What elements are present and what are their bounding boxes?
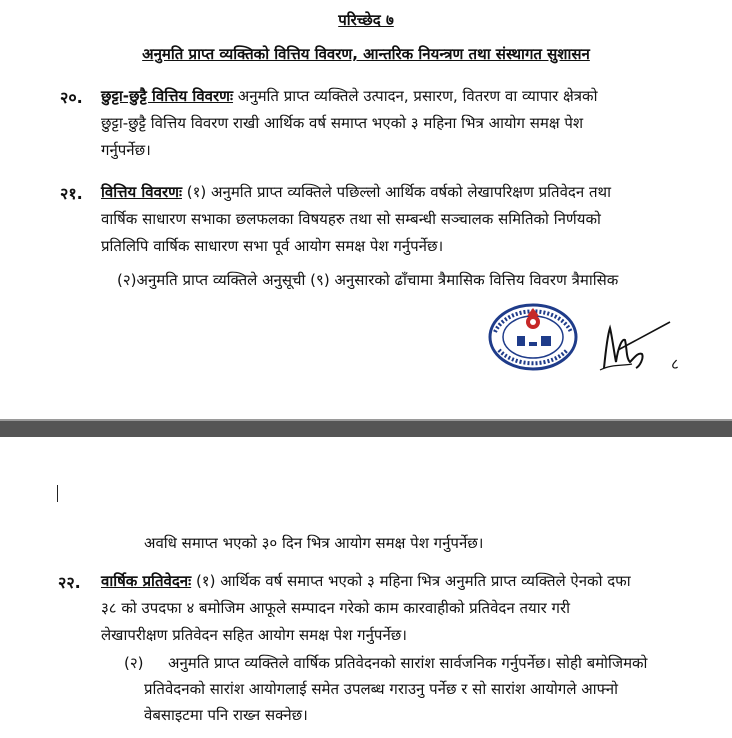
section-20-number: २०. (60, 88, 83, 107)
page-number: ८ (671, 355, 679, 373)
section-21-line-2: वार्षिक साधारण सभाका छलफलका विषयहरु तथा सो सम्बन्धी सञ्चालक समितिको निर्णयको (101, 210, 601, 228)
section-21-line-1 (101, 182, 689, 202)
section-22-line-2: ३८ को उपदफा ४ बमोजिम आफूले सम्पादन गरेको काम कारवाहीको प्रतिवेदन तयार गरी (101, 599, 570, 617)
section-21-text-1: (१) अनुमति प्राप्त व्यक्तिले पछिल्लो आर्थिक वर्षको लेखापरिक्षण प्रतिवेदन तथा (186, 183, 611, 201)
signature (592, 318, 672, 374)
section-22-subsection-2-line-1: अनुमति प्राप्त व्यक्तिले वार्षिक प्रतिवेदनको सारांश सार्वजनिक गर्नुपर्नेछ। सोही बमोजिमको (168, 654, 648, 672)
page-divider (0, 421, 732, 437)
section-21-heading: वित्तिय विवरणः (101, 183, 182, 201)
section-22-subsection-2-line-2: प्रतिवेदनको सारांश आयोगलाई समेत उपलब्ध गराउनु पर्नेछ र सो सारांश आयोगले आफ्नो (144, 680, 619, 698)
text-cursor (57, 485, 58, 502)
section-22-subsection-2-line-3: वेबसाइटमा पनि राख्न सक्नेछ। (144, 706, 308, 724)
section-21-number: २१. (60, 184, 83, 203)
page-2-continuation: अवधि समाप्त भएको ३० दिन भित्र आयोग समक्ष पेश गर्नुपर्नेछ। (144, 534, 484, 552)
section-20-heading: छुट्टा-छुट्टै वित्तिय विवरणः (101, 87, 234, 105)
section-22-text-1: (१) आर्थिक वर्ष समाप्त भएको ३ महिना भित्र अनुमति प्राप्त व्यक्तिले ऐनको दफा (195, 572, 631, 590)
section-22-line-1 (101, 571, 689, 591)
commission-seal-stamp (487, 302, 579, 372)
section-20-line-1 (101, 86, 689, 106)
chapter-title: परिच्छेद ७ (338, 11, 394, 29)
section-20-line-2: छुट्टा-छुट्टै वित्तिय विवरण राखी आर्थिक वर्ष समाप्त भएको ३ महिना भित्र आयोग समक्ष पेश (101, 114, 584, 132)
section-21-subsection-2: (२)अनुमति प्राप्त व्यक्तिले अनुसूची (९) अनुसारको ढाँचामा त्रैमासिक वित्तिय विवरण त्रैमासिक (117, 271, 619, 289)
section-20-line-3: गर्नुपर्नेछ। (101, 141, 151, 159)
section-22-number: २२. (58, 573, 81, 592)
section-21-line-3: प्रतिलिपि वार्षिक साधारण सभा पूर्व आयोग समक्ष पेश गर्नुपर्नेछ। (101, 237, 444, 255)
section-22-subsection-2-label: (२) (124, 654, 144, 672)
section-20-text-1: अनुमति प्राप्त व्यक्तिले उत्पादन, प्रसारण, वितरण वा व्यापार क्षेत्रको (237, 87, 598, 105)
chapter-subtitle: अनुमति प्राप्त व्यक्तिको वित्तिय विवरण, आन्तरिक नियन्त्रण तथा संस्थागत सुशासन (142, 45, 590, 63)
section-22-heading: वार्षिक प्रतिवेदनः (101, 572, 192, 590)
section-22-line-3: लेखापरीक्षण प्रतिवेदन सहित आयोग समक्ष पेश गर्नुपर्नेछ। (101, 626, 407, 644)
